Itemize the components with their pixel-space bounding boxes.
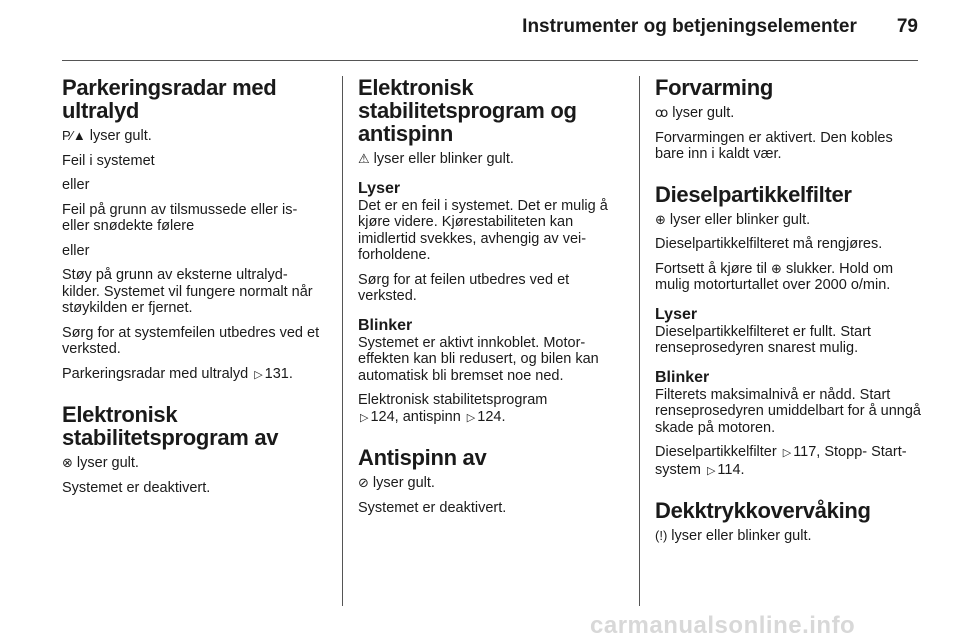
paragraph: Feil på grunn av tilsmussede eller is- eller snødekte følere [62,201,298,234]
paragraph: Sørg for at feilen utbedres ved et verksted. [358,271,570,304]
paragraph: Det er en feil i systemet. Det er mulig å kjøre videre. Kjørestabiliteten kan imidlertid svekkes, avhengig av vei- forholdene. [358,197,608,263]
paragraph: Fortsett å kjøre til ⊕ slukker. Hold om mulig motorturtallet over 2000 o/min. [655,260,894,293]
antispin-off-icon: ⊘ [358,475,369,490]
paragraph: Filterets maksimalnivå er nådd. Start renseprosedyren umiddelbart for å unngå skade på motoren. [655,386,921,436]
paragraph: Støy på grunn av eksterne ultralyd- kilder. Systemet vil fungere normalt når støykilden er fjernet. [62,267,313,316]
paragraph: Forvarmingen er aktivert. Den kobles bare inn i kaldt vær. [655,129,893,162]
subheading-lyser: Lyser [655,305,698,323]
column-divider [342,76,343,606]
column-2 [358,76,622,524]
subheading-lyser: Lyser [358,179,401,197]
page-number: 79 [896,16,918,37]
column-divider [639,76,640,606]
cross-reference: Parkeringsradar med ultralyd ▷ 131. [62,365,293,382]
arrow-right-icon: ▷ [782,447,792,459]
arrow-right-icon: ▷ [466,411,476,424]
paragraph: Sørg for at systemfeilen utbedres ved et verksted. [62,324,320,357]
cross-reference: Dieselpartikkelfilter ▷ 117, Stopp- Start-system ▷ 114. [655,444,907,478]
dpf-icon: ⊕ [771,260,782,276]
column-1 [62,76,326,504]
heading-antispin-off: Antispinn av [358,445,487,470]
glow-plug-icon: ꝏ [655,105,669,120]
heading-parking-radar: Parkeringsradar med ultralyd [62,75,277,123]
subheading-blinker: Blinker [358,316,413,334]
arrow-right-icon: ▷ [706,464,716,477]
heading-esp-off: Elektronisk stabilitetsprogram av [62,402,279,450]
esp-icon: ⚠ [358,151,370,166]
column-3 [655,76,921,553]
paragraph: Dieselpartikkelfilteret er fullt. Start renseprosedyren snarest mulig. [655,323,871,356]
paragraph: Dieselpartikkelfilteret må rengjøres. [655,236,883,252]
arrow-right-icon: ▷ [360,411,369,424]
radar-status: P⁄▲ lyser gult. [62,128,152,144]
heading-preheating: Forvarming [655,75,774,100]
paragraph: Systemet er deaktivert. [62,479,211,496]
esp-off-status: ⊗ lyser gult. [62,455,139,471]
dpf-status: ⊕ lyser eller blinker gult. [655,211,811,228]
page-header [522,16,918,38]
dpf-icon: ⊕ [655,211,666,227]
subheading-blinker: Blinker [655,368,710,386]
parking-radar-icon: P⁄▲ [62,128,86,143]
heading-dpf: Dieselpartikkelfilter [655,181,852,207]
heading-tpms: Dekktrykkovervåking [655,498,871,523]
paragraph: eller [62,177,90,193]
paragraph: Systemet er aktivt innkoblet. Motor- effekten kan bli redusert, og bilen kan automatisk bli bremset noe ned. [358,334,599,384]
paragraph: Feil i systemet [62,152,155,169]
esp-off-icon: ⊗ [62,455,73,470]
tire-pressure-icon: (!) [655,528,668,543]
arrow-right-icon: ▷ [254,368,263,381]
paragraph: eller [62,242,90,259]
watermark: carmanualsonline.info [590,612,856,639]
esp-status: ⚠ lyser eller blinker gult. [358,151,514,167]
header-title: Instrumenter og betjeningselementer [522,16,857,37]
tpms-status: (!) lyser eller blinker gult. [655,528,812,544]
cross-reference: Elektronisk stabilitetsprogram ▷ 124, antispinn ▷ 124. [358,392,548,425]
paragraph: Systemet er deaktivert. [358,499,507,516]
preheat-status: ꝏ lyser gult. [655,105,735,121]
antispin-status: ⊘ lyser gult. [358,475,435,491]
header-rule [62,60,918,61]
heading-esp: Elektronisk stabilitetsprogram og antispinn [358,75,577,146]
